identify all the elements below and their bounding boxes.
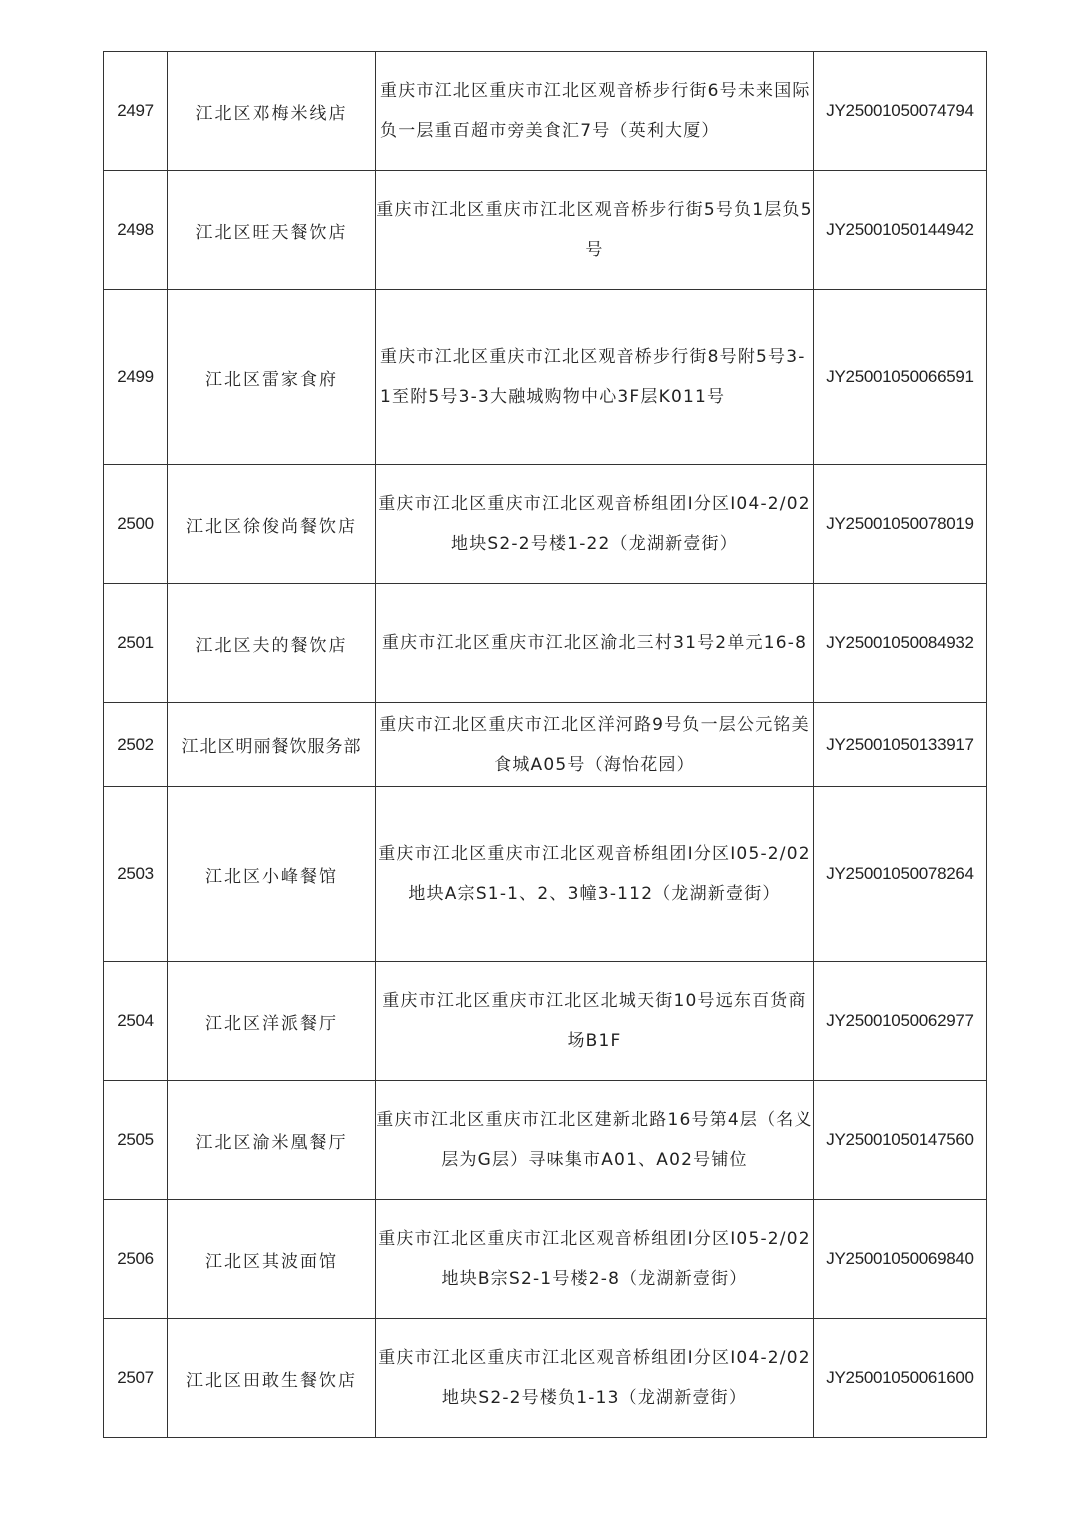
license-number: JY25001050147560 (814, 1081, 987, 1200)
license-number: JY25001050084932 (814, 584, 987, 703)
business-name: 江北区洋派餐厅 (168, 962, 376, 1081)
business-address: 重庆市江北区重庆市江北区观音桥组团Ⅰ分区I04-2/02地块S2-2号楼1-22（龙湖新壹街） (376, 465, 814, 584)
license-number: JY25001050062977 (814, 962, 987, 1081)
business-name: 江北区旺天餐饮店 (168, 171, 376, 290)
row-number: 2504 (104, 962, 168, 1081)
row-number: 2501 (104, 584, 168, 703)
business-name: 江北区邓梅米线店 (168, 52, 376, 171)
business-name: 江北区渝米凰餐厅 (168, 1081, 376, 1200)
table-row (104, 787, 987, 962)
row-number: 2502 (104, 703, 168, 787)
license-number: JY25001050144942 (814, 171, 987, 290)
table-row (104, 962, 987, 1081)
row-number: 2507 (104, 1319, 168, 1438)
business-address: 重庆市江北区重庆市江北区观音桥步行街5号负1层负5号 (376, 171, 814, 290)
business-address: 重庆市江北区重庆市江北区观音桥步行街8号附5号3-1至附5号3-3大融城购物中心3F层K011号 (376, 290, 814, 465)
business-name: 江北区田敢生餐饮店 (168, 1319, 376, 1438)
license-number: JY25001050066591 (814, 290, 987, 465)
license-number: JY25001050069840 (814, 1200, 987, 1319)
table-row (104, 290, 987, 465)
row-number: 2503 (104, 787, 168, 962)
row-number: 2500 (104, 465, 168, 584)
business-address: 重庆市江北区重庆市江北区北城天街10号远东百货商场B1F (376, 962, 814, 1081)
license-number: JY25001050078019 (814, 465, 987, 584)
business-address: 重庆市江北区重庆市江北区渝北三村31号2单元16-8 (376, 584, 814, 703)
table-row (104, 584, 987, 703)
table-row (104, 1319, 987, 1438)
business-name: 江北区其波面馆 (168, 1200, 376, 1319)
license-table (103, 51, 987, 1438)
row-number: 2499 (104, 290, 168, 465)
row-number: 2505 (104, 1081, 168, 1200)
table-row (104, 1200, 987, 1319)
license-number: JY25001050133917 (814, 703, 987, 787)
table-row (104, 703, 987, 787)
table-row (104, 171, 987, 290)
table-row (104, 1081, 987, 1200)
business-address: 重庆市江北区重庆市江北区观音桥组团Ⅰ分区I05-2/02地块A宗S1-1、2、3幢3-112（龙湖新壹街） (376, 787, 814, 962)
row-number: 2506 (104, 1200, 168, 1319)
business-address: 重庆市江北区重庆市江北区洋河路9号负一层公元铭美食城A05号（海怡花园） (376, 703, 814, 787)
business-name: 江北区徐俊尚餐饮店 (168, 465, 376, 584)
business-name: 江北区雷家食府 (168, 290, 376, 465)
table-row (104, 52, 987, 171)
row-number: 2497 (104, 52, 168, 171)
business-address: 重庆市江北区重庆市江北区观音桥步行街6号未来国际负一层重百超市旁美食汇7号（英利大厦） (376, 52, 814, 171)
license-number: JY25001050061600 (814, 1319, 987, 1438)
license-number: JY25001050078264 (814, 787, 987, 962)
row-number: 2498 (104, 171, 168, 290)
table-row (104, 465, 987, 584)
license-number: JY25001050074794 (814, 52, 987, 171)
business-address: 重庆市江北区重庆市江北区建新北路16号第4层（名义层为G层）寻味集市A01、A02号铺位 (376, 1081, 814, 1200)
business-address: 重庆市江北区重庆市江北区观音桥组团Ⅰ分区I05-2/02地块B宗S2-1号楼2-8（龙湖新壹街） (376, 1200, 814, 1319)
business-name: 江北区明丽餐饮服务部 (168, 703, 376, 787)
business-name: 江北区夫的餐饮店 (168, 584, 376, 703)
business-name: 江北区小峰餐馆 (168, 787, 376, 962)
business-address: 重庆市江北区重庆市江北区观音桥组团Ⅰ分区Ⅰ04-2/02地块S2-2号楼负1-13（龙湖新壹街） (376, 1319, 814, 1438)
